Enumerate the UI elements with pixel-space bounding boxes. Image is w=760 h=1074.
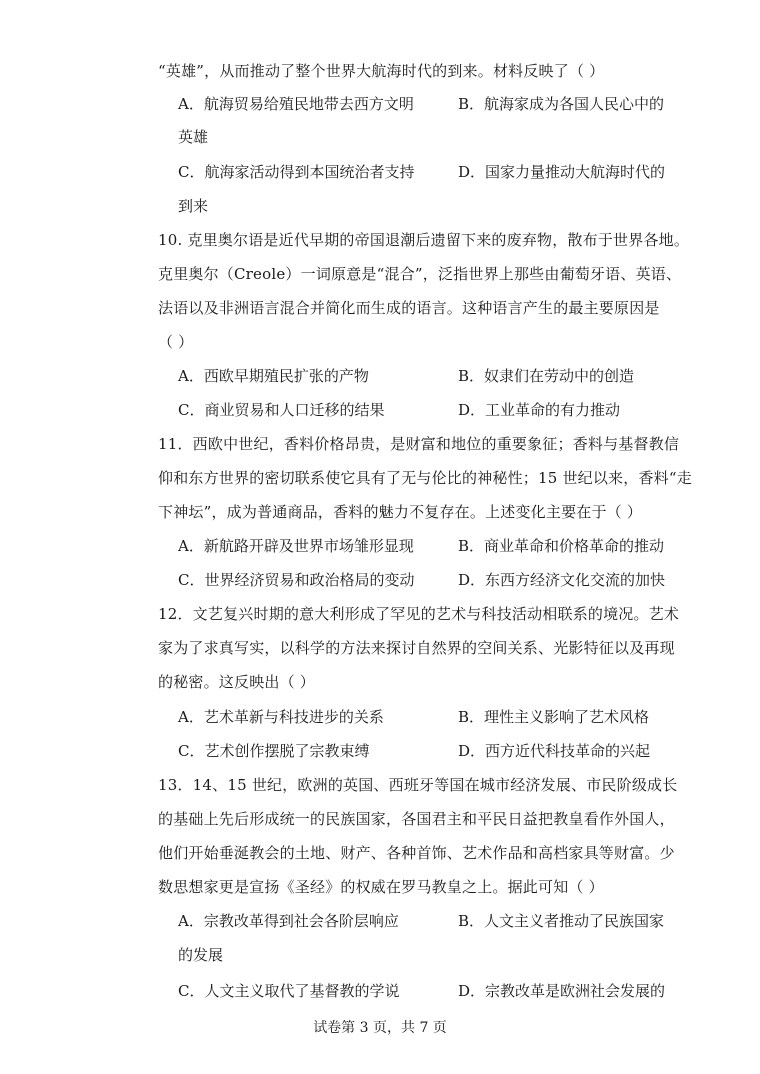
q9-option-a: A．航海贸易给殖民地带去西方文明 (178, 95, 414, 113)
q10-stem-line-2: 克里奥尔（Creole）一词原意是“混合”，泛指世界上那些由葡萄牙语、英语、 (158, 265, 682, 283)
q10-option-a: A．西欧早期殖民扩张的产物 (178, 367, 369, 385)
q10-option-d: D．工业革命的有力推动 (458, 401, 621, 419)
q11-stem-line-3: 下神坛”，成为普通商品，香料的魅力不复存在。上述变化主要在于（ ） (158, 503, 643, 521)
q12-stem-line-3: 的秘密。这反映出（ ） (158, 673, 315, 691)
q13-option-d: D．宗教改革是欧洲社会发展的 (458, 982, 666, 1000)
q11-option-c: C．世界经济贸易和政治格局的变动 (178, 571, 415, 589)
q10-option-b: B．奴隶们在劳动中的创造 (458, 367, 635, 385)
q12-option-d: D．西方近代科技革命的兴起 (458, 742, 651, 760)
q9-stem-tail: “英雄”，从而推动了整个世界大航海时代的到来。材料反映了（ ） (158, 62, 605, 80)
q10-stem-line-4: （ ） (158, 333, 194, 351)
q9-option-d: D．国家力量推动大航海时代的 (458, 163, 666, 181)
q12-option-a: A．艺术革新与科技进步的关系 (178, 708, 384, 726)
q13-option-c: C．人文主义取代了基督教的学说 (178, 982, 400, 1000)
q10-stem-line-1: 10. 克里奥尔语是近代早期的帝国退潮后遗留下来的废弃物，散布于世界各地。 (158, 231, 690, 249)
q12-option-b: B．理性主义影响了艺术风格 (458, 708, 650, 726)
q13-stem-line-1: 13．14、15 世纪，欧洲的英国、西班牙等国在城市经济发展、市民阶级成长 (158, 776, 678, 794)
q12-stem-line-1: 12．文艺复兴时期的意大利形成了罕见的艺术与科技活动相联系的境况。艺术 (158, 605, 680, 623)
q10-stem-line-3: 法语以及非洲语言混合并简化而生成的语言。这种语言产生的最主要原因是 (158, 299, 660, 317)
q11-option-d: D．东西方经济文化交流的加快 (458, 571, 666, 589)
q11-option-a: A．新航路开辟及世界市场雏形显现 (178, 537, 414, 555)
q9-option-d-cont: 到来 (178, 197, 209, 215)
q10-option-c: C．商业贸易和人口迁移的结果 (178, 401, 385, 419)
q12-stem-line-2: 家为了求真写实，以科学的方法来探讨自然界的空间关系、光影特征以及再现 (158, 639, 675, 657)
q9-option-b: B．航海家成为各国人民心中的 (458, 95, 665, 113)
q9-option-b-cont: 英雄 (178, 128, 209, 146)
q11-stem-line-2: 仰和东方世界的密切联系使它具有了无与伦比的神秘性；15 世纪以来，香料“走 (158, 469, 692, 487)
page-footer: 试卷第 3 页，共 7 页 (313, 1020, 447, 1036)
q13-stem-line-2: 的基础上先后形成统一的民族国家，各国君主和平民日益把教皇看作外国人， (158, 810, 675, 828)
q13-stem-line-3: 他们开始垂涎教会的土地、财产、各种首饰、艺术作品和高档家具等财富。少 (158, 844, 675, 862)
q11-option-b: B．商业革命和价格革命的推动 (458, 537, 665, 555)
q13-stem-line-4: 数思想家更是宣扬《圣经》的权威在罗马教皇之上。据此可知（ ） (158, 878, 604, 896)
q13-option-b: B．人文主义者推动了民族国家 (458, 912, 665, 930)
q13-option-a: A．宗教改革得到社会各阶层响应 (178, 912, 399, 930)
q13-option-b-cont: 的发展 (178, 946, 224, 964)
q9-option-c: C．航海家活动得到本国统治者支持 (178, 163, 415, 181)
q12-option-c: C．艺术创作摆脱了宗教束缚 (178, 742, 370, 760)
q11-stem-line-1: 11．西欧中世纪，香料价格昂贵，是财富和地位的重要象征；香料与基督教信 (158, 435, 680, 453)
